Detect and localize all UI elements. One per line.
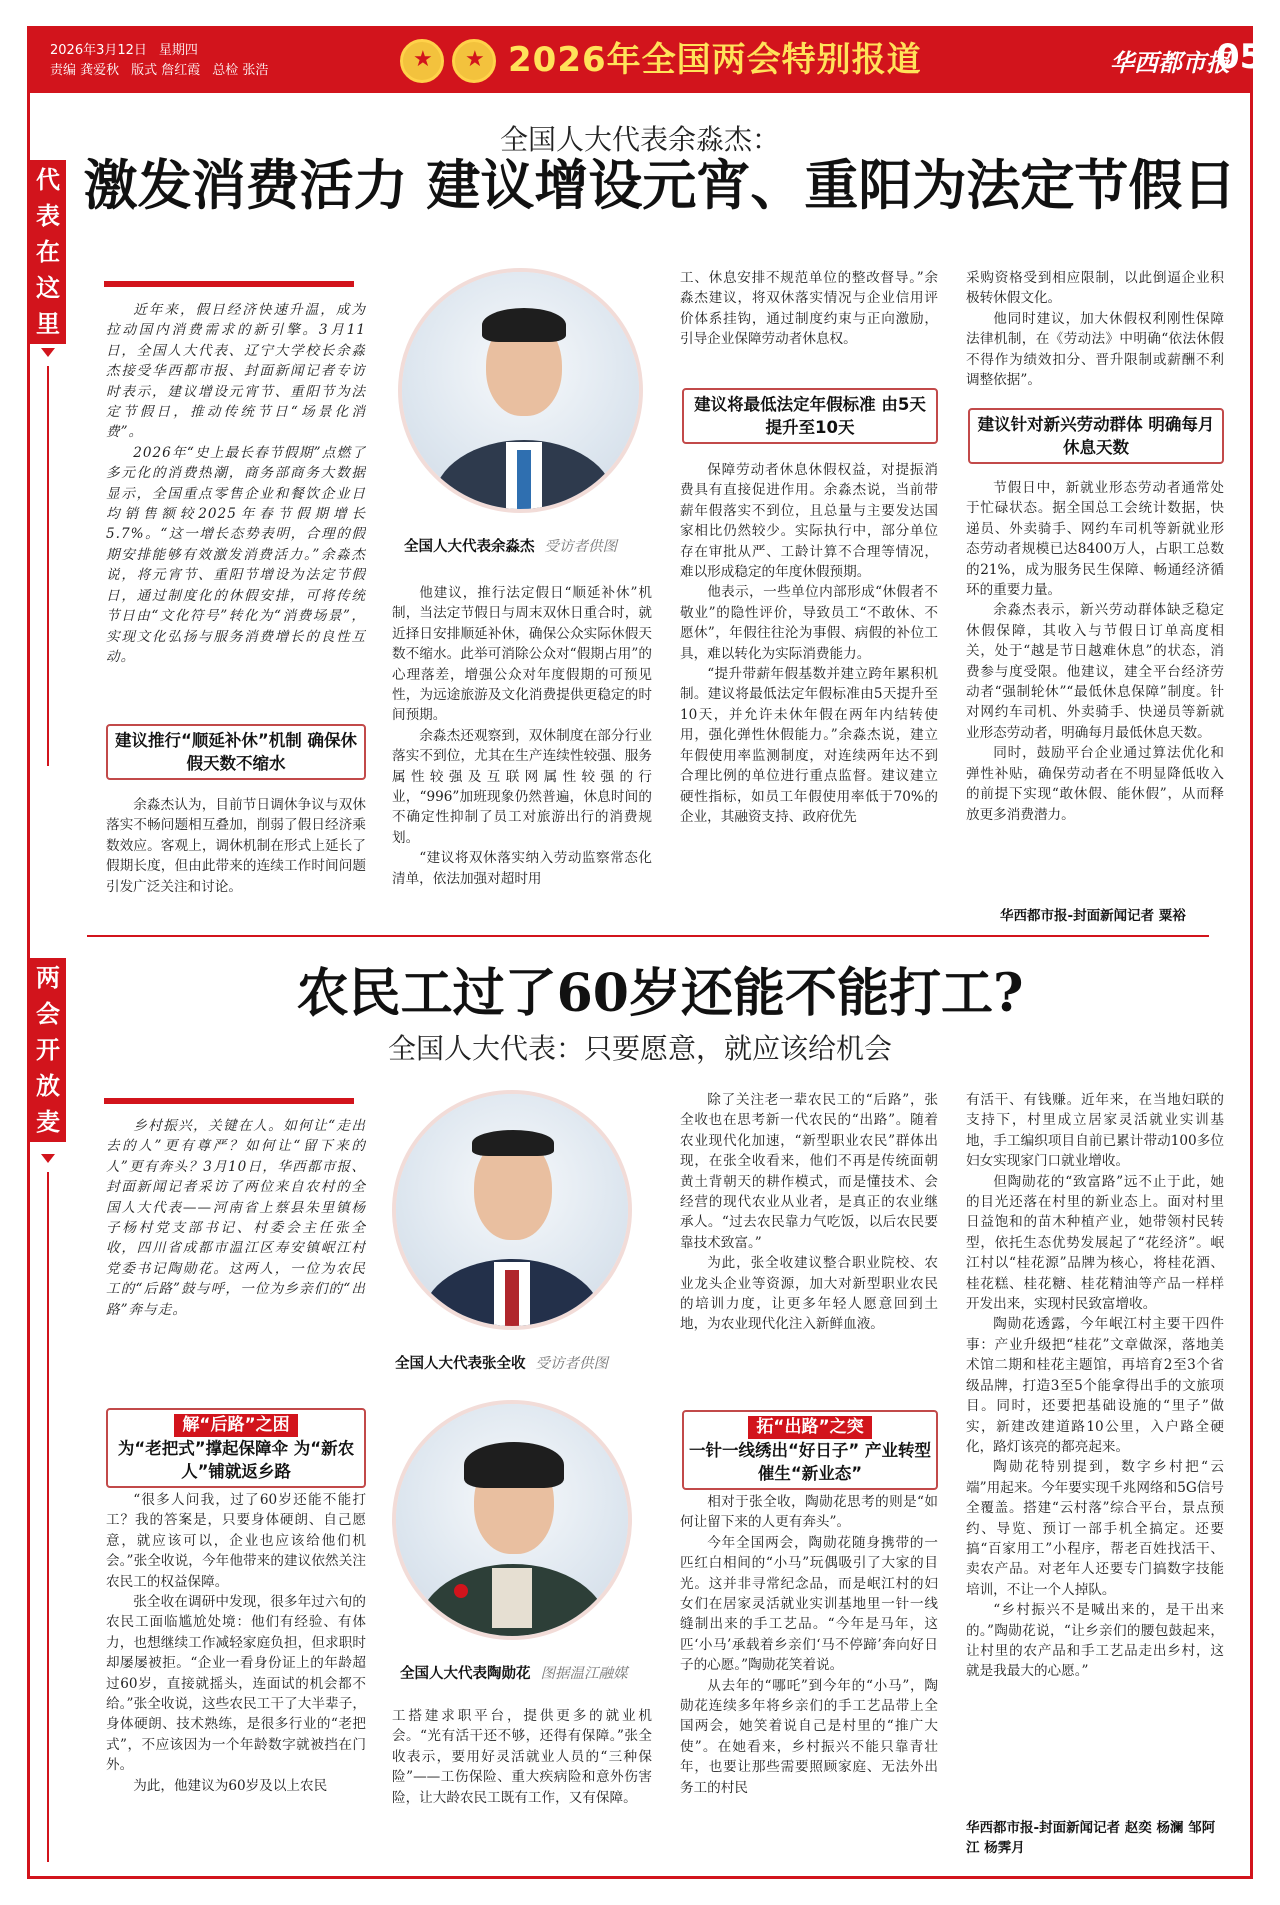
body-paragraph: 陶勋花透露，今年岷江村主要干四件事：产业升级把“桂花”文章做深，落地美术馆二期和桂花主题馆，再培育2至3个省级品牌，打造3至5个能拿得出手的文旅项目。同时，还要把基础设施的“里子”做实，新建改建道路10公里，入户路全硬化，路灯该亮的都亮起来。	[966, 1316, 1224, 1455]
photo-caption-yu	[404, 535, 617, 556]
body-paragraph: “很多人问我，过了60岁还能不能打工？我的答案是，只要身体硬朗、自己愿意，就应该可以，企业也应该给他们机会。”张全收说，今年他带来的建议依然关注农民工的权益保障。	[106, 1492, 366, 1590]
article1-col4-top	[966, 268, 1224, 398]
side-rule	[47, 1172, 49, 1862]
subhead-text: 为“老把式”撑起保障伞 为“新农人”铺就返乡路	[117, 1439, 355, 1481]
national-emblem-icon	[400, 39, 444, 83]
body-paragraph: 今年全国两会，陶勋花随身携带的一匹红白相间的“小马”玩偶吸引了大家的目光。这并非寻常纪念品，而是岷江村的妇女们在居家灵活就业实训基地里一针一线缝制出来的手工艺品。“今年是马年，这匹‘小马’承载着乡亲们‘马不停蹄’奔向好日子的心愿。”陶勋花笑着说。	[680, 1534, 938, 1674]
article1-col2-body	[392, 583, 652, 925]
article2-col3-top	[680, 1090, 938, 1390]
body-paragraph: 他同时建议，加大休假权利刚性保障法律机制，在《劳动法》中明确“依法休假不得作为绩效扣分、晋升限制或薪酬不利调整依据”。	[966, 310, 1224, 389]
caption-credit: 图据温江融媒	[540, 1666, 628, 1682]
side-arrow-icon	[30, 1148, 66, 1170]
body-paragraph: 张全收在调研中发现，很多年过六旬的农民工面临尴尬处境：他们有经验、有体力，也想继续工作减轻家庭负担，但求职时却屡屡被拒。“企业一看身份证上的年龄超过60岁，直接就摇头，连面试的机会都不给。”张全收说，这些农民工干了大半辈子，身体硬朗、技术熟练，是很多行业的“老把式”，不应该因为一个年龄数字就被挡在门外。	[106, 1594, 366, 1774]
side-tag-text: 代 表 在 这 里	[36, 166, 60, 338]
article2-col4-body	[966, 1090, 1224, 1812]
caption-text: 全国人大代表陶勋花	[400, 1666, 531, 1682]
layout-credit: 版式 詹红霞	[131, 63, 201, 78]
body-paragraph: 工搭建求职平台，提供更多的就业机会。“光有活干还不够，还得有保障。”张全收表示，要用好灵活就业人员的“三种保险”——工伤保险、重大疾病险和意外伤害险，让大龄农民工既有工作，又有保障。	[392, 1708, 652, 1806]
article1-col4-body	[966, 478, 1224, 898]
article2-headline: 农民工过了60岁还能不能打工?	[296, 963, 1024, 1024]
editor-credit: 责编 龚爱秋	[50, 63, 120, 78]
body-paragraph: 余淼杰还观察到，双休制度在部分行业落实不到位，尤其在生产连续性较强、服务属性较强及互联网属性较强的行业，“996”加班现象仍然普遍，休息时间的不确定性抑制了员工对旅游出行的消费规划。	[392, 727, 652, 846]
body-paragraph: 为此，张全收建议整合职业院校、农业龙头企业等资源，加大对新型职业农民的培训力度，让更多年轻人愿意回到土地，为农业现代化注入新鲜血液。	[680, 1255, 938, 1333]
side-tag-representatives	[30, 160, 66, 344]
article1-col3-body	[680, 460, 938, 925]
masthead-meta	[50, 41, 280, 81]
body-paragraph: 为此，他建议为60岁及以上农民	[133, 1777, 328, 1794]
caption-text: 全国人大代表余淼杰	[404, 539, 535, 555]
body-paragraph: 但陶勋花的“致富路”远不止于此，她的目光还落在村里的新业态上。面对村里日益饱和的苗木种植产业，她带领村民转型，依托生态优势发展起了“花经济”。岷江村以“桂花源”品牌为核心，将桂花酒、桂花糕、桂花糖、桂花精油等产品一样样开发出来，实现村民致富增收。	[966, 1173, 1224, 1313]
photo-yu-miaojie	[398, 268, 643, 513]
article2-col1-body	[106, 1490, 366, 1862]
subhead-tag: 解“后路”之困	[174, 1414, 297, 1437]
page-number: 05	[1216, 37, 1264, 77]
lead-paragraph: 近年来，假日经济快速升温，成为拉动国内消费需求的新引擎。3月11日，全国人大代表、辽宁大学校长余淼杰接受华西都市报、封面新闻记者专访时表示，建议增设元宵节、重阳节为法定节假日，推动传统节日“场景化消费”。	[106, 302, 366, 441]
article2-col2-body	[392, 1706, 652, 1862]
body-paragraph: 他建议，推行法定假日“顺延补休”机制，当法定节假日与周末双休日重合时，就近择日安排顺延补休，确保公众实际休假天数不缩水。此举可消除公众对“假期占用”的心理落差，增强公众对年度假期的可预见性，为远途旅游及文化消费提供更稳定的时间预期。	[392, 585, 652, 724]
caption-text: 全国人大代表张全收	[395, 1356, 526, 1372]
body-paragraph: 他表示，一些单位内部形成“休假者不敬业”的隐性评价，导致员工“不敢休、不愿休”，年假往往沦为事假、病假的补位工具，难以转化为实际消费能力。	[680, 584, 938, 662]
side-tag-open-mic	[30, 958, 66, 1142]
body-paragraph: 同时，鼓励平台企业通过算法优化和弹性补贴，确保劳动者在不明显降低收入的前提下实现“敢休假、能休假”，从而释放更多消费潜力。	[966, 745, 1224, 823]
caption-credit: 受访者供图	[544, 539, 617, 555]
subhead-text: 一针一线绣出“好日子” 产业转型催生“新业态”	[689, 1441, 931, 1483]
body-paragraph: 陶勋花特别提到，数字乡村把“云端”用起来。今年要实现千兆网络和5G信号全覆盖。搭建“云村落”综合平台，景点预约、导览、预订一部手机全搞定。还要搞“百家用工”小程序，帮老百姓找活干、卖农产品。对老年人还要专门搞数字技能培训，不让一个人掉队。	[966, 1459, 1224, 1598]
caption-credit: 受访者供图	[535, 1356, 608, 1372]
body-paragraph: “乡村振兴不是喊出来的，是干出来的。”陶勋花说，“让乡亲们的腰包鼓起来，让村里的农产品和手工艺品走出乡村，这就是我最大的心愿。”	[966, 1602, 1224, 1680]
lead-rule	[104, 1098, 354, 1104]
subhead-tag: 拓“出路”之突	[748, 1416, 871, 1439]
photo-caption-tao	[400, 1662, 628, 1683]
issue-date: 2026年3月12日	[50, 43, 147, 58]
paper-logo: 华西都市报	[1110, 48, 1230, 77]
photo-zhang-quanshou	[392, 1090, 632, 1330]
body-paragraph: 有活干、有钱赚。近年来，在当地妇联的支持下，村里成立居家灵活就业实训基地，手工编织项目自前已累计带动100多位妇女实现家门口就业增收。	[966, 1092, 1224, 1170]
article1-headline: 激发消费活力 建议增设元宵、重阳为法定节假日	[83, 153, 1237, 217]
article1-subhead-1: 建议推行“顺延补休”机制 确保休假天数不缩水	[106, 724, 366, 780]
checker-credit: 总检 张浩	[212, 63, 269, 78]
special-report-title: 2026年全国两会特别报道	[508, 40, 922, 80]
body-paragraph: 除了关注老一辈农民工的“后路”，张全收也在思考新一代农民的“出路”。随着农业现代化加速，“新型职业农民”群体出现，在张全收看来，他们不再是传统面朝黄土背朝天的耕作模式，而是懂技术、会经营的现代农业从业者，是真正的农业继承人。“过去农民靠力气吃饭，以后农民要靠技术致富。”	[680, 1092, 938, 1251]
body-paragraph: “建议将双休落实纳入劳动监察常态化清单，依法加强对超时用	[392, 850, 652, 887]
body-paragraph: 节假日中，新就业形态劳动者通常处于忙碌状态。据全国总工会统计数据，快递员、外卖骑手、网约车司机等新就业形态劳动者规模已达8400万人，占职工总数的21%，成为服务民生保障、畅通经济循环的重要力量。	[966, 480, 1224, 599]
body-paragraph: 余淼杰表示，新兴劳动群体缺乏稳定休假保障，其收入与节假日订单高度相关，处于“越是节日越难休息”的状态，消费参与度受限。他建议，建全平台经济劳动者“强制轮休”“最低休息保障”制度。针对网约车司机、外卖骑手、快递员等新就业形态劳动者，明确每月最低休息天数。	[966, 602, 1224, 741]
cppcc-emblem-icon	[452, 39, 496, 83]
lead-paragraph-2: 2026年“史上最长春节假期”点燃了多元化的消费热潮，商务部商务大数据显示，全国重点零售企业和餐饮企业日均销售额较2025年春节假期增长5.7%。“这一增长态势表明，合理的假期安排能够有效激发消费活力。”余淼杰说，将元宵节、重阳节增设为法定节假日，通过制度化的休假安排，可将传统节日由“文化符号”转化为“消费场景”，实现文化弘扬与服务消费增长的良性互动。	[106, 444, 366, 665]
article1-subhead-3: 建议针对新兴劳动群体 明确每月休息天数	[968, 408, 1224, 464]
section-divider	[87, 935, 1209, 937]
article2-subhead-2	[682, 1410, 938, 1490]
body-paragraph: 采购资格受到相应限制，以此倒逼企业积极转休假文化。	[966, 270, 1224, 307]
lead-rule	[104, 281, 354, 287]
photo-tao-xunhua	[392, 1400, 632, 1640]
body-paragraph: “提升带薪年假基数并建立跨年累积机制。建议将最低法定年假标准由5天提升至10天，并允许未休年假在两年内结转使用，强化弹性休假能力。”余淼杰说，建立年假使用率监测制度，对连续两年达不到合理比例的单位进行重点监督。建议建立硬性指标，如员工年假使用率低于70%的企业，其融资支持、政府优先	[680, 666, 938, 825]
article1-subhead-2: 建议将最低法定年假标准 由5天提升至10天	[682, 388, 938, 444]
lead-paragraph: 乡村振兴，关键在人。如何让“走出去的人”更有尊严？如何让“留下来的人”更有奔头？3月10日，华西都市报、封面新闻记者采访了两位来自农村的全国人大代表——河南省上蔡县朱里镇杨子杨村党支部书记、村委会主任张全收，四川省成都市温江区寿安镇岷江村党委书记陶勋花。这两人，一位为农民工的“后路”鼓与呼，一位为乡亲们的“出路”奔与走。	[106, 1118, 366, 1318]
article2-subhead-1	[106, 1408, 366, 1488]
body-paragraph: 相对于张全收，陶勋花思考的则是“如何让留下来的人更有奔头”。	[680, 1494, 938, 1531]
issue-weekday: 星期四	[158, 43, 198, 58]
body-paragraph: 工、休息安排不规范单位的整改督导。”余淼杰建议，将双休落实情况与企业信用评价体系挂钩，通过制度约束与正向激励，引导企业保障劳动者休息权。	[680, 270, 938, 348]
article2-kicker: 全国人大代表：只要愿意，就应该给机会	[387, 1032, 892, 1065]
body-paragraph: 从去年的“哪吒”到今年的“小马”，陶勋花连续多年将乡亲们的手工艺品带上全国两会，她笑着说自己是村里的“推广大使”。在她看来，乡村振兴不能只靠青壮年，也要让那些需要照顾家庭、无法外出务工的村民	[680, 1677, 938, 1796]
article2-byline: 华西都市报-封面新闻记者 赵奕 杨澜 邹阿江 杨霁月	[966, 1820, 1216, 1856]
side-tag-text: 两 会 开 放 麦	[36, 964, 60, 1136]
side-rule	[47, 366, 49, 766]
article2-lead	[106, 1116, 366, 1386]
article1-byline: 华西都市报-封面新闻记者 粟裕	[1000, 908, 1186, 924]
body-paragraph: 保障劳动者休息休假权益，对提振消费具有直接促进作用。余淼杰说，当前带薪年假落实不到位，且总量与主要发达国家相比仍然较少。实际执行中，部分单位存在审批从严、工龄计算不合理等情况，难以形成稳定的年度休假预期。	[680, 462, 938, 581]
article1-lead	[106, 300, 366, 710]
body-paragraph: 余淼杰认为，目前节日调休争议与双休落实不畅问题相互叠加，削弱了假日经济乘数效应。客观上，调休机制在形式上延长了假期长度，但由此带来的连续工作时间问题引发广泛关注和讨论。	[106, 797, 366, 895]
side-arrow-icon	[30, 342, 66, 364]
article2-col3-body	[680, 1492, 938, 1862]
article1-col1-body	[106, 795, 366, 925]
photo-caption-zhang	[395, 1352, 608, 1373]
masthead-bar	[30, 29, 1264, 93]
article1-kicker: 全国人大代表余淼杰：	[499, 123, 780, 156]
article1-col3-top	[680, 268, 938, 378]
